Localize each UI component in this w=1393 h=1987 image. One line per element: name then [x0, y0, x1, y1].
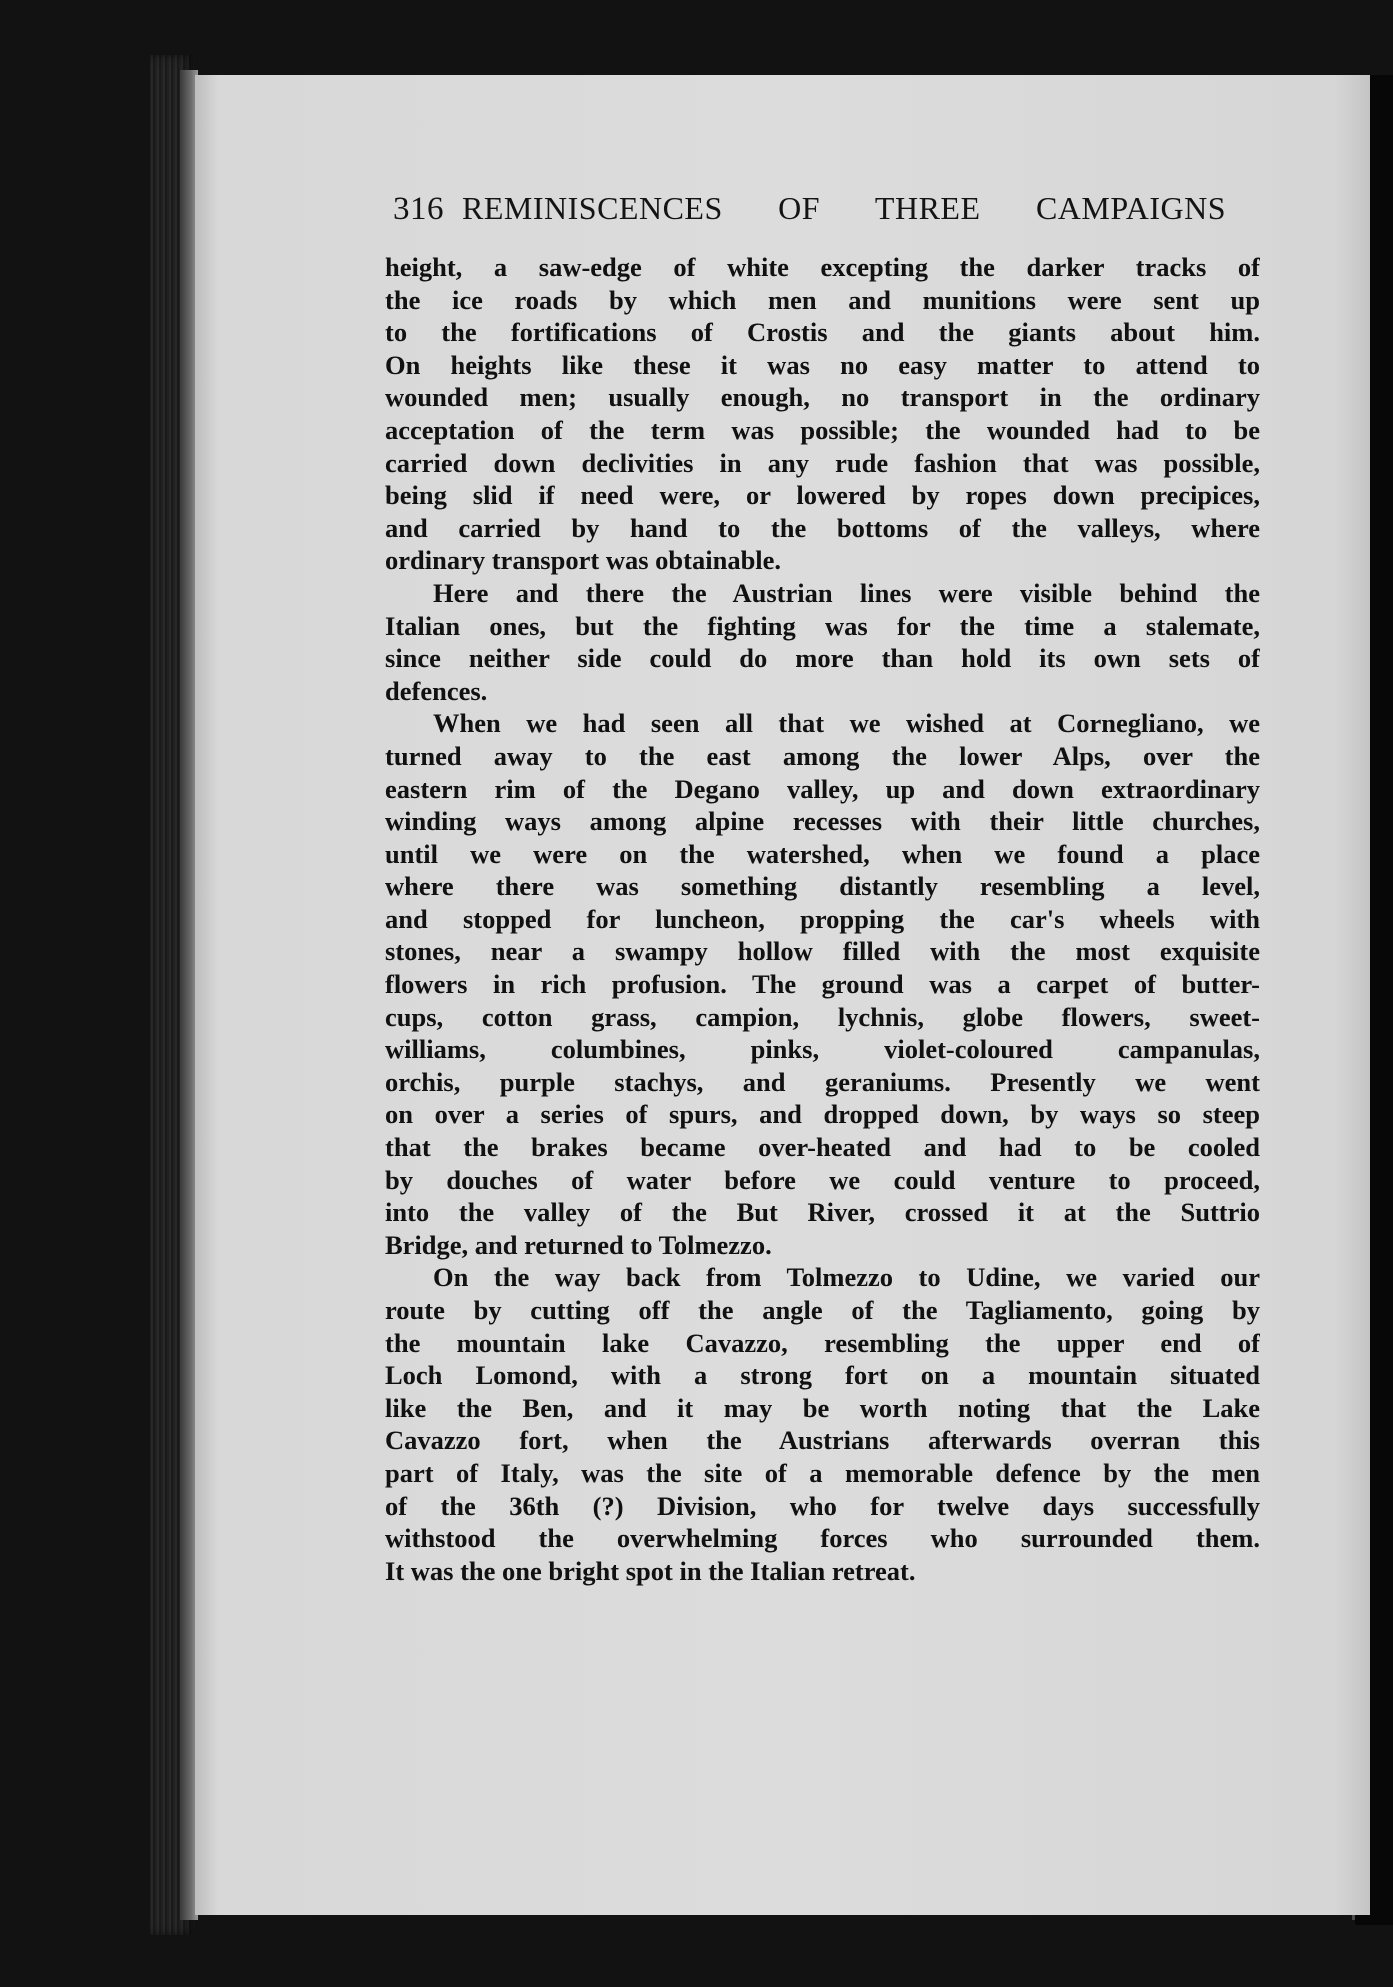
text-line: on over a series of spurs, and dropped down, by ways so steep: [385, 1099, 1260, 1130]
text-line: Cavazzo fort, when the Austrians afterwards overran this: [385, 1425, 1260, 1456]
text-line: flowers in rich profusion. The ground was a carpet of butter-: [385, 969, 1260, 1000]
text-line: being slid if need were, or lowered by ropes down precipices,: [385, 480, 1260, 511]
text-line: wounded men; usually enough, no transport in the ordinary: [385, 382, 1260, 413]
page-number: 316: [393, 191, 444, 227]
running-head: [393, 190, 1226, 240]
text-line: the ice roads by which men and munitions were sent up: [385, 284, 1260, 315]
text-line: like the Ben, and it may be worth noting that the Lake: [385, 1392, 1260, 1423]
text-line: acceptation of the term was possible; the wounded had to be: [385, 414, 1260, 445]
text-line: orchis, purple stachys, and geraniums. Presently we went: [385, 1066, 1260, 1097]
text-line: winding ways among alpine recesses with their little churches,: [385, 806, 1260, 837]
text-line: On the way back from Tolmezzo to Udine, we varied our: [433, 1262, 1260, 1293]
text-line: until we were on the watershed, when we found a place: [385, 838, 1260, 869]
text-line: the mountain lake Cavazzo, resembling the upper end of: [385, 1327, 1260, 1358]
text-line: eastern rim of the Degano valley, up and down extraordinary: [385, 773, 1260, 804]
text-line: ordinary transport was obtainable.: [385, 545, 782, 576]
text-line: to the fortifications of Crostis and the giants about him.: [385, 317, 1260, 348]
text-line: Here and there the Austrian lines were visible behind the: [433, 577, 1260, 608]
text-line: When we had seen all that we wished at Cornegliano, we: [433, 708, 1260, 739]
text-line: stones, near a swampy hollow filled with the most exquisite: [385, 936, 1260, 967]
text-line: where there was something distantly resembling a level,: [385, 871, 1260, 902]
text-line: Bridge, and returned to Tolmezzo.: [385, 1229, 772, 1260]
running-title: REMINISCENCES OF THREE CAMPAIGNS: [462, 190, 1226, 226]
text-line: It was the one bright spot in the Italian retreat.: [385, 1555, 916, 1586]
text-line: part of Italy, was the site of a memorable defence by the men: [385, 1457, 1260, 1488]
text-line: into the valley of the But River, crossed it at the Suttrio: [385, 1197, 1260, 1228]
text-line: that the brakes became over-heated and had to be cooled: [385, 1132, 1260, 1163]
text-line: Loch Lomond, with a strong fort on a mountain situated: [385, 1360, 1260, 1391]
text-line: height, a saw-edge of white excepting the darker tracks of: [385, 252, 1260, 282]
text-line: turned away to the east among the lower Alps, over the: [385, 740, 1260, 771]
text-line: carried down declivities in any rude fashion that was possible,: [385, 447, 1260, 478]
text-line: williams, columbines, pinks, violet-coloured campanulas,: [385, 1034, 1260, 1065]
body-text: [385, 251, 1260, 1587]
text-line: since neither side could do more than hold its own sets of: [385, 643, 1260, 674]
text-line: On heights like these it was no easy matter to attend to: [385, 349, 1260, 380]
text-line: and carried by hand to the bottoms of the valleys, where: [385, 512, 1260, 543]
text-line: of the 36th (?) Division, who for twelve days successfully: [385, 1490, 1260, 1521]
text-line: Italian ones, but the fighting was for the time a stalemate,: [385, 610, 1260, 641]
text-line: cups, cotton grass, campion, lychnis, globe flowers, sweet-: [385, 1001, 1260, 1032]
text-line: and stopped for luncheon, propping the car's wheels with: [385, 903, 1260, 934]
text-line: by douches of water before we could venture to proceed,: [385, 1164, 1260, 1195]
text-line: withstood the overwhelming forces who surrounded them.: [385, 1523, 1260, 1554]
text-line: route by cutting off the angle of the Tagliamento, going by: [385, 1295, 1260, 1325]
text-line: defences.: [385, 675, 488, 706]
